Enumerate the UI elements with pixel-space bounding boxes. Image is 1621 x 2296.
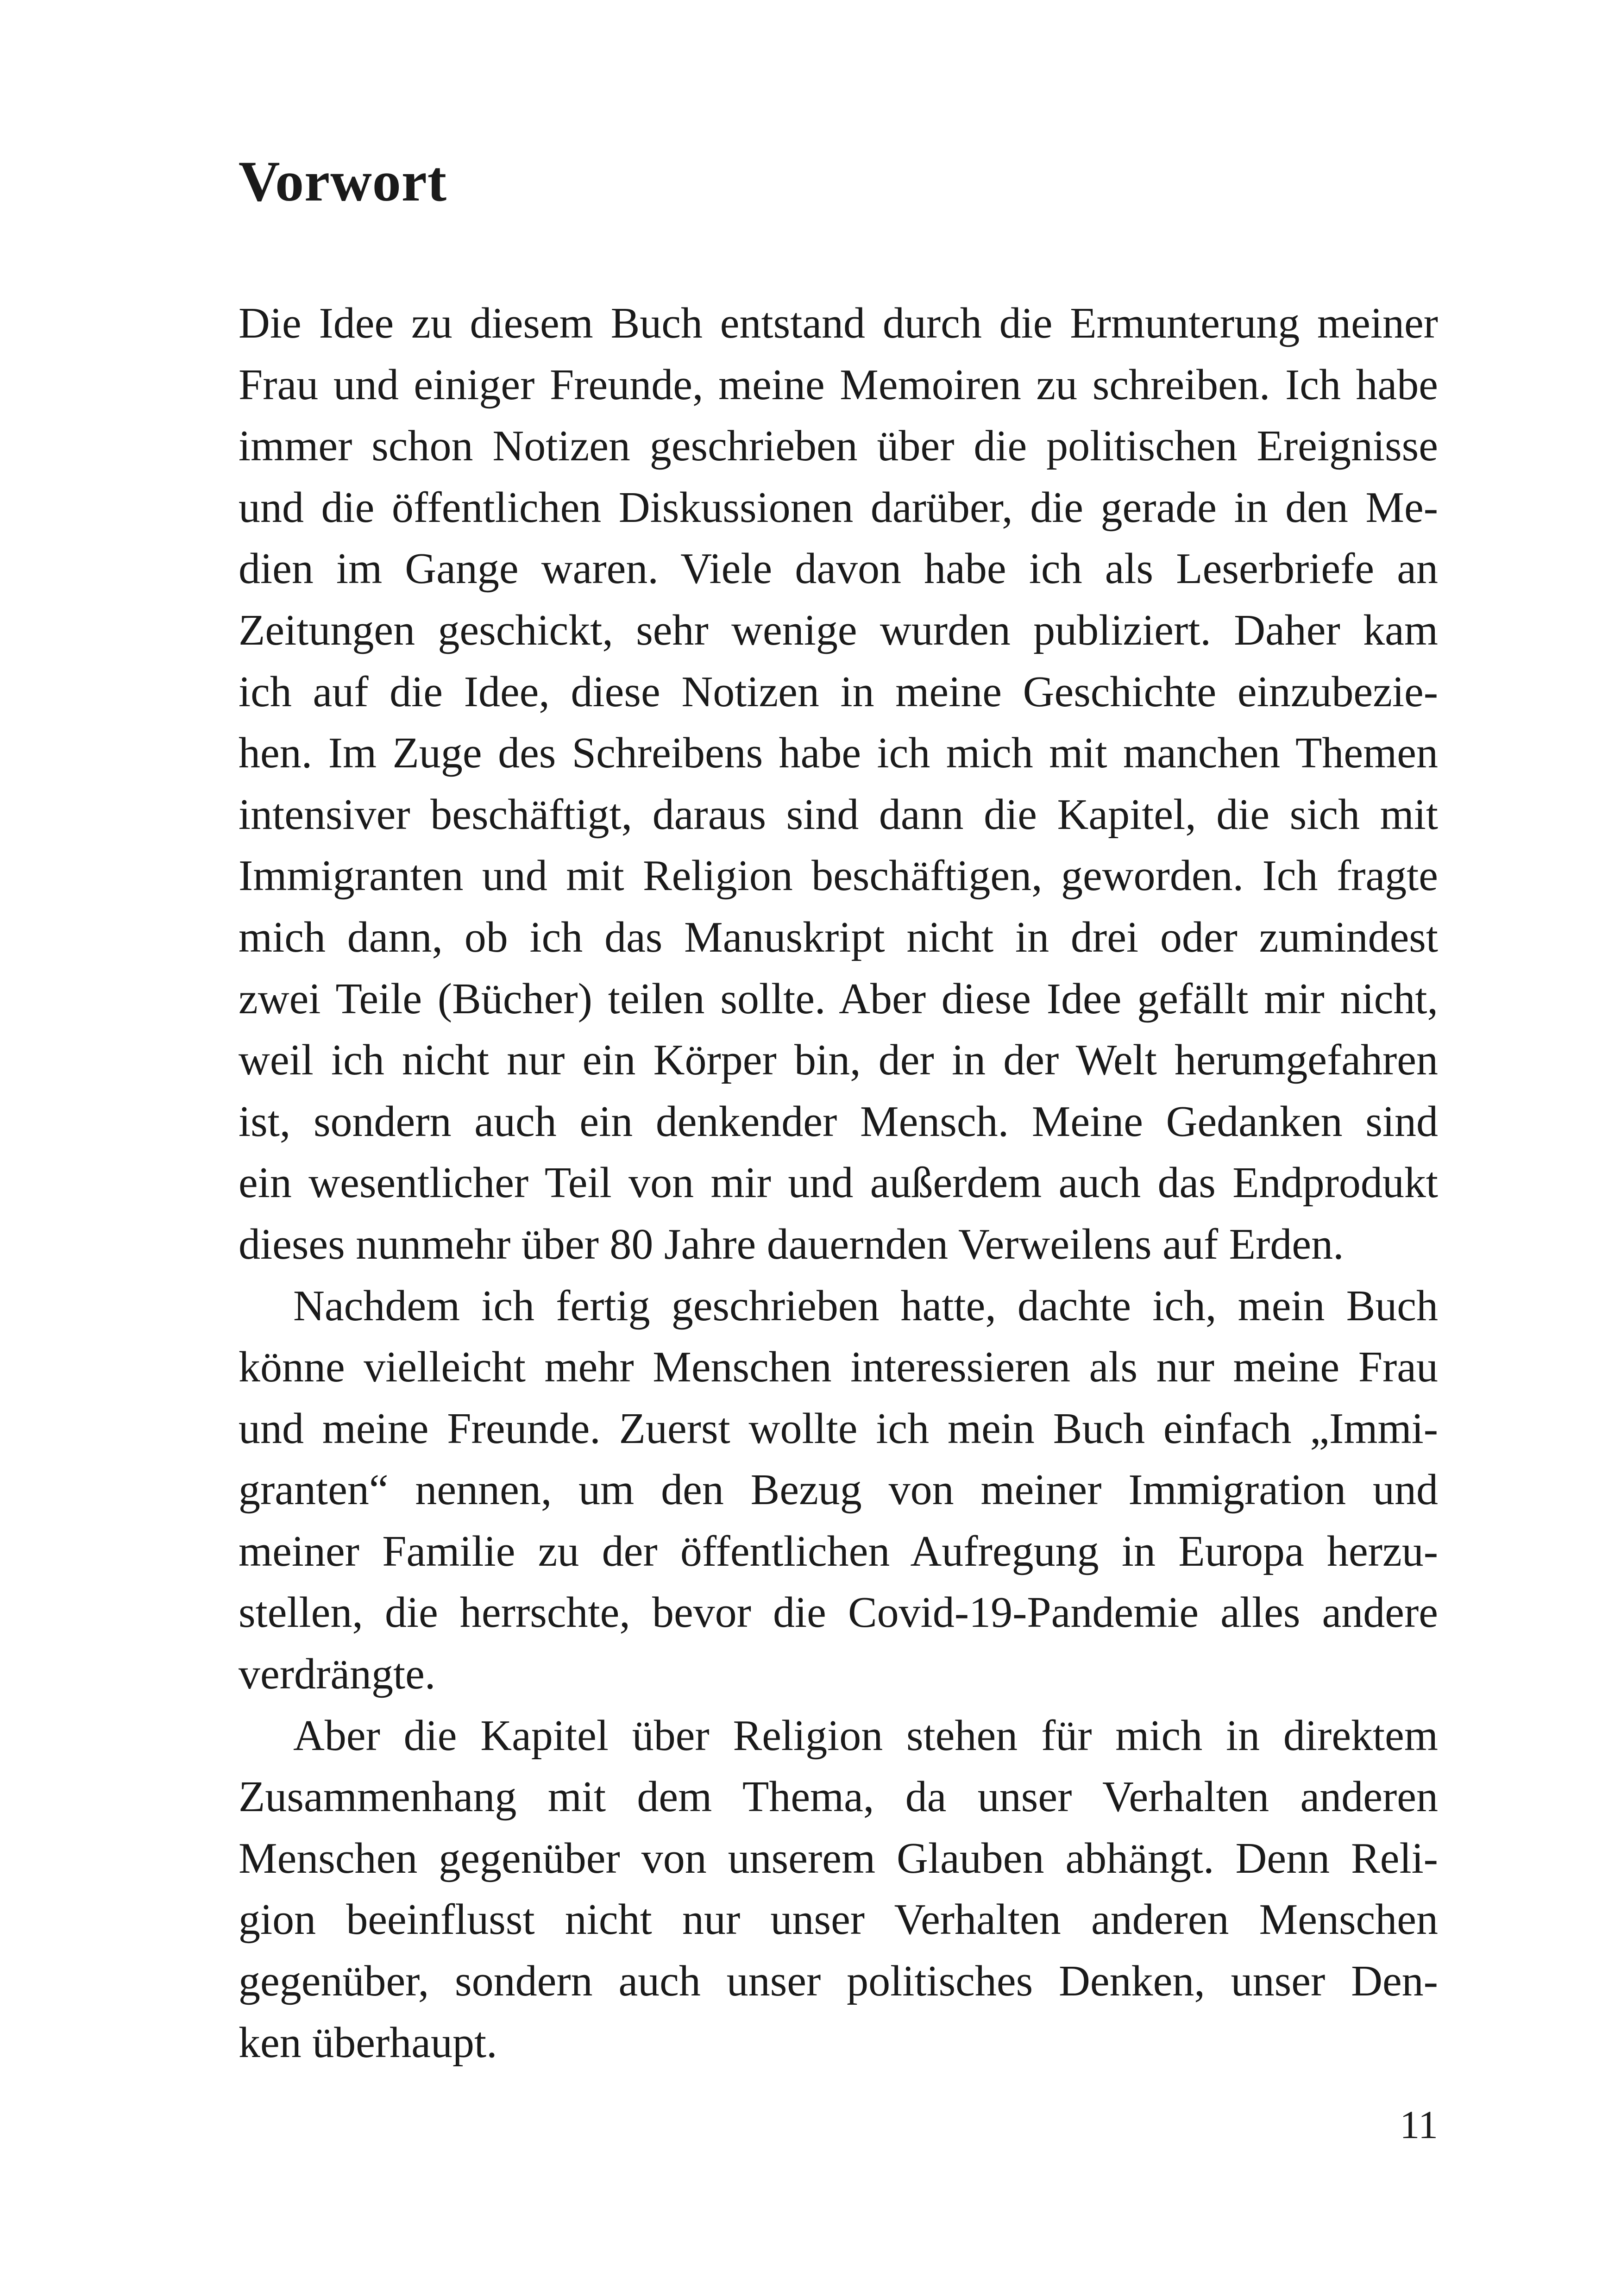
text-line: hen. Im Zuge des Schreibens habe ich mich mit manchen Themen	[239, 729, 1438, 778]
page-number: 11	[1400, 2102, 1438, 2147]
text-line: dien im Gange waren. Viele davon habe ich als Leserbriefe an	[239, 545, 1438, 593]
text-line: und die öffentlichen Diskussionen darüber, die gerade in den Me-	[239, 483, 1438, 532]
text-line: zwei Teile (Bücher) teilen sollte. Aber diese Idee gefällt mir nicht,	[239, 974, 1438, 1023]
paragraph-1	[239, 293, 1438, 1275]
text-line: Immigranten und mit Religion beschäftigen, geworden. Ich fragte	[239, 852, 1438, 900]
text-line: Zeitungen geschickt, sehr wenige wurden publiziert. Daher kam	[239, 606, 1438, 654]
text-line: Nachdem ich fertig geschrieben hatte, dachte ich, mein Buch	[293, 1281, 1438, 1330]
text-line: ich auf die Idee, diese Notizen in meine Geschichte einzubezie-	[239, 667, 1438, 716]
text-line: gion beeinflusst nicht nur unser Verhalten anderen Menschen	[239, 1895, 1438, 1944]
text-line: Zusammenhang mit dem Thema, da unser Verhalten anderen	[239, 1773, 1438, 1821]
text-line: weil ich nicht nur ein Körper bin, der in der Welt herumgefahren	[239, 1036, 1438, 1085]
text-line: stellen, die herrschte, bevor die Covid-19-Pandemie alles andere	[239, 1588, 1438, 1637]
text-line: granten“ nennen, um den Bezug von meiner Immigration und	[239, 1466, 1438, 1514]
text-line: immer schon Notizen geschrieben über die politischen Ereignisse	[239, 422, 1438, 470]
text-line: gegenüber, sondern auch unser politisches Denken, unser Den-	[239, 1957, 1438, 2006]
text-line: ein wesentlicher Teil von mir und außerdem auch das Endprodukt	[239, 1159, 1438, 1207]
text-line: könne vielleicht mehr Menschen interessieren als nur meine Frau	[239, 1343, 1438, 1392]
paragraph-3	[239, 1705, 1438, 2074]
text-line: ist, sondern auch ein denkender Mensch. Meine Gedanken sind	[239, 1097, 1438, 1146]
text-line: verdrängte.	[239, 1650, 436, 1699]
text-line: und meine Freunde. Zuerst wollte ich mein Buch einfach „Immi-	[239, 1404, 1438, 1453]
text-line: dieses nunmehr über 80 Jahre dauernden Verweilens auf Erden.	[239, 1220, 1344, 1268]
text-line: Aber die Kapitel über Religion stehen für mich in direktem	[293, 1711, 1438, 1760]
text-line: meiner Familie zu der öffentlichen Aufregung in Europa herzu-	[239, 1527, 1438, 1575]
text-line: intensiver beschäftigt, daraus sind dann die Kapitel, die sich mit	[239, 790, 1438, 839]
text-line: Die Idee zu diesem Buch entstand durch die Ermunterung meiner	[239, 299, 1438, 347]
text-line: Frau und einiger Freunde, meine Memoiren zu schreiben. Ich habe	[239, 360, 1438, 409]
text-line: mich dann, ob ich das Manuskript nicht in drei oder zumindest	[239, 913, 1438, 961]
chapter-heading: Vorwort	[239, 150, 447, 213]
text-line: Menschen gegenüber von unserem Glauben abhängt. Denn Reli-	[239, 1834, 1438, 1882]
text-line: ken überhaupt.	[239, 2018, 497, 2067]
body-text	[239, 293, 1438, 2073]
paragraph-2	[239, 1275, 1438, 1705]
